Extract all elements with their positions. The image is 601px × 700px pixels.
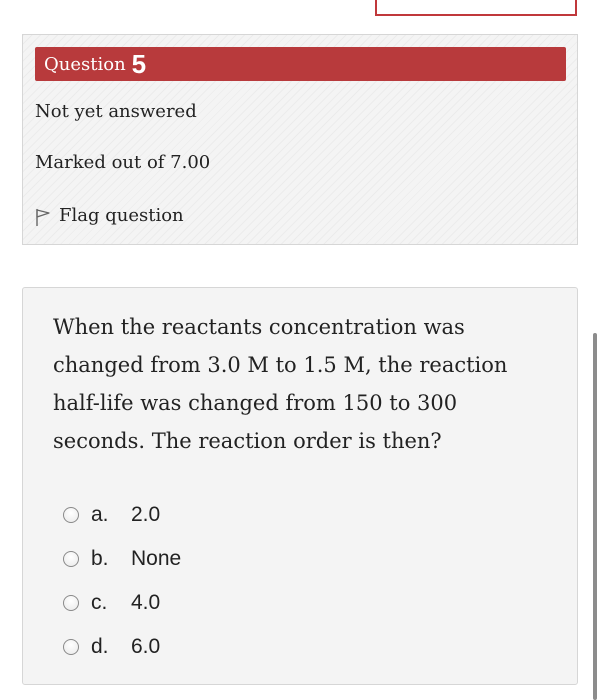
flag-icon[interactable]	[35, 207, 51, 227]
flag-question-label[interactable]: Flag question	[59, 204, 184, 226]
question-content-panel	[22, 287, 578, 685]
question-state: Not yet answered	[35, 101, 197, 122]
option-value[interactable]: 6.0	[131, 635, 161, 658]
answer-option-b[interactable]	[63, 537, 181, 581]
scrollbar[interactable]	[593, 333, 597, 700]
question-label: Question	[44, 53, 126, 75]
option-letter: d.	[91, 635, 109, 658]
flag-question-link[interactable]	[35, 203, 184, 227]
question-grade: Marked out of 7.00	[35, 152, 211, 173]
answer-option-a[interactable]	[63, 493, 181, 537]
question-info-panel	[22, 34, 578, 245]
option-value[interactable]: 4.0	[131, 591, 161, 614]
answer-option-c[interactable]	[63, 581, 181, 625]
question-header	[35, 47, 566, 81]
option-letter: b.	[91, 547, 109, 570]
option-letter: a.	[91, 503, 109, 526]
radio-button[interactable]	[63, 595, 79, 611]
answer-option-d[interactable]	[63, 625, 181, 669]
radio-button[interactable]	[63, 507, 79, 523]
radio-button[interactable]	[63, 551, 79, 567]
radio-button[interactable]	[63, 639, 79, 655]
question-number: 5	[131, 48, 147, 79]
option-value[interactable]: None	[131, 547, 182, 570]
question-text: When the reactants concentration was changed from 3.0 M to 1.5 M, the reaction half-life was changed from 150 to 300 seconds. The reaction order is then?	[53, 315, 508, 453]
option-letter: c.	[91, 591, 108, 614]
answer-options	[63, 493, 181, 669]
option-value[interactable]: 2.0	[131, 503, 161, 526]
time-left-box	[375, 0, 577, 16]
